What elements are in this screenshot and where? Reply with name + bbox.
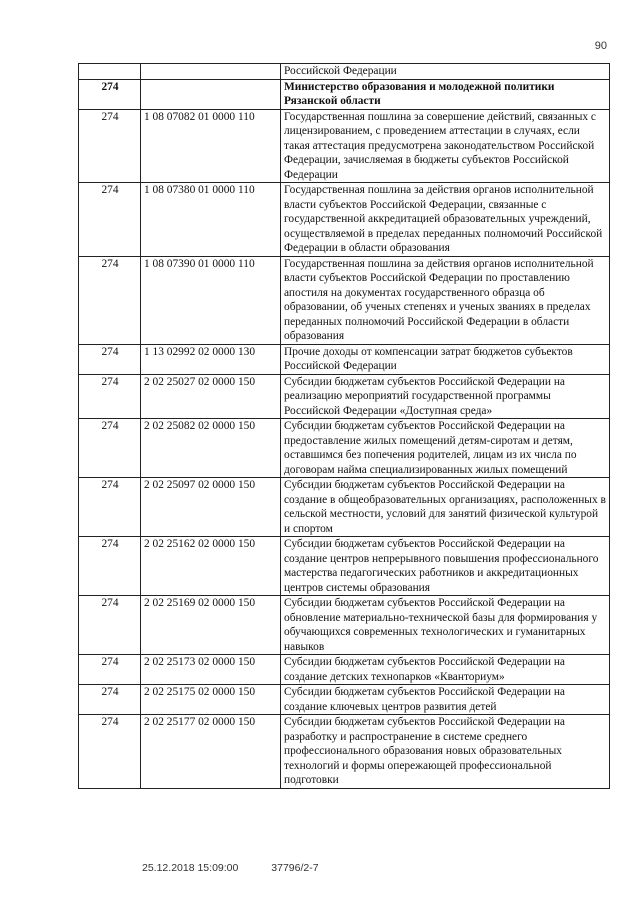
cell-description: Субсидии бюджетам субъектов Российской Федерации на создание детских технопарков «Кванториум» — [281, 655, 610, 685]
cell-budget-code: 1 08 07380 01 0000 110 — [141, 183, 281, 257]
cell-budget-code: 2 02 25082 02 0000 150 — [141, 419, 281, 478]
cell-admin-code: 274 — [79, 374, 141, 419]
cell-budget-code: 1 08 07390 01 0000 110 — [141, 256, 281, 344]
cell-description: Субсидии бюджетам субъектов Российской Федерации на создание центров непрерывного повышения профессионального мастерства педагогических работников и аккредитационных центров системы образования — [281, 537, 610, 596]
table-body — [79, 64, 610, 789]
cell-description: Министерство образования и молодежной политики Рязанской области — [281, 79, 610, 109]
cell-description: Прочие доходы от компенсации затрат бюджетов субъектов Российской Федерации — [281, 344, 610, 374]
table-row — [79, 344, 610, 374]
cell-description: Субсидии бюджетам субъектов Российской Федерации на создание в общеобразовательных организациях, расположенных в сельской местности, условий для занятий физической культурой и спортом — [281, 478, 610, 537]
cell-description: Субсидии бюджетам субъектов Российской Федерации на создание ключевых центров развития детей — [281, 685, 610, 715]
cell-admin-code: 274 — [79, 655, 141, 685]
cell-description: Государственная пошлина за действия органов исполнительной власти субъектов Российской Федерации по проставлению апостиля на документах государственного образца об образовании, об ученых степенях и ученых званиях в пределах переданных полномочий Российской Федерации в области образования — [281, 256, 610, 344]
page-number: 90 — [594, 40, 607, 52]
footer-document-id: 37796/2-7 — [271, 862, 319, 874]
cell-admin-code: 274 — [79, 596, 141, 655]
cell-budget-code: 2 02 25177 02 0000 150 — [141, 715, 281, 789]
table-row — [79, 655, 610, 685]
cell-budget-code — [141, 64, 281, 80]
cell-description: Субсидии бюджетам субъектов Российской Федерации на обновление материально-технической базы для формирования у обучающихся современных технологических и гуманитарных навыков — [281, 596, 610, 655]
cell-admin-code: 274 — [79, 256, 141, 344]
cell-admin-code: 274 — [79, 419, 141, 478]
cell-admin-code: 274 — [79, 537, 141, 596]
cell-budget-code: 2 02 25169 02 0000 150 — [141, 596, 281, 655]
cell-budget-code: 2 02 25175 02 0000 150 — [141, 685, 281, 715]
cell-description: Субсидии бюджетам субъектов Российской Федерации на разработку и распространение в системе среднего профессионального образования новых образовательных технологий и формы опережающей профессиональной подготовки — [281, 715, 610, 789]
cell-budget-code: 1 08 07082 01 0000 110 — [141, 109, 281, 183]
table-row — [79, 109, 610, 183]
footer — [142, 862, 319, 874]
cell-description: Государственная пошлина за действия органов исполнительной власти субъектов Российской Федерации, связанные с государственной аккредитацией образовательных учреждений, осуществляемой в пределах переданных полномочий Российской Федерации в области образования — [281, 183, 610, 257]
table-row — [79, 685, 610, 715]
cell-budget-code: 2 02 25027 02 0000 150 — [141, 374, 281, 419]
footer-timestamp: 25.12.2018 15:09:00 — [142, 862, 239, 874]
table-row — [79, 537, 610, 596]
cell-admin-code: 274 — [79, 478, 141, 537]
cell-description: Российской Федерации — [281, 64, 610, 80]
cell-description: Субсидии бюджетам субъектов Российской Федерации на предоставление жилых помещений детям-сиротам и детям, оставшимся без попечения родителей, лицам из их числа по договорам найма специализированных жилых помещений — [281, 419, 610, 478]
cell-admin-code: 274 — [79, 344, 141, 374]
cell-admin-code — [79, 64, 141, 80]
table-row — [79, 374, 610, 419]
table-row — [79, 596, 610, 655]
cell-admin-code: 274 — [79, 715, 141, 789]
cell-admin-code: 274 — [79, 109, 141, 183]
cell-budget-code: 2 02 25097 02 0000 150 — [141, 478, 281, 537]
table-row — [79, 419, 610, 478]
table-row — [79, 64, 610, 80]
cell-budget-code: 2 02 25162 02 0000 150 — [141, 537, 281, 596]
table-row — [79, 256, 610, 344]
cell-budget-code: 2 02 25173 02 0000 150 — [141, 655, 281, 685]
table-row — [79, 478, 610, 537]
budget-codes-table — [78, 63, 610, 789]
table-row — [79, 715, 610, 789]
cell-budget-code — [141, 79, 281, 109]
cell-description: Государственная пошлина за совершение действий, связанных с лицензированием, с проведением аттестации в случаях, если такая аттестация предусмотрена законодательством Российской Федерации, зачисляемая в бюджеты субъектов Российской Федерации — [281, 109, 610, 183]
cell-description: Субсидии бюджетам субъектов Российской Федерации на реализацию мероприятий государственной программы Российской Федерации «Доступная среда» — [281, 374, 610, 419]
table-row — [79, 183, 610, 257]
cell-admin-code: 274 — [79, 685, 141, 715]
cell-admin-code: 274 — [79, 79, 141, 109]
cell-admin-code: 274 — [79, 183, 141, 257]
cell-budget-code: 1 13 02992 02 0000 130 — [141, 344, 281, 374]
table-row — [79, 79, 610, 109]
